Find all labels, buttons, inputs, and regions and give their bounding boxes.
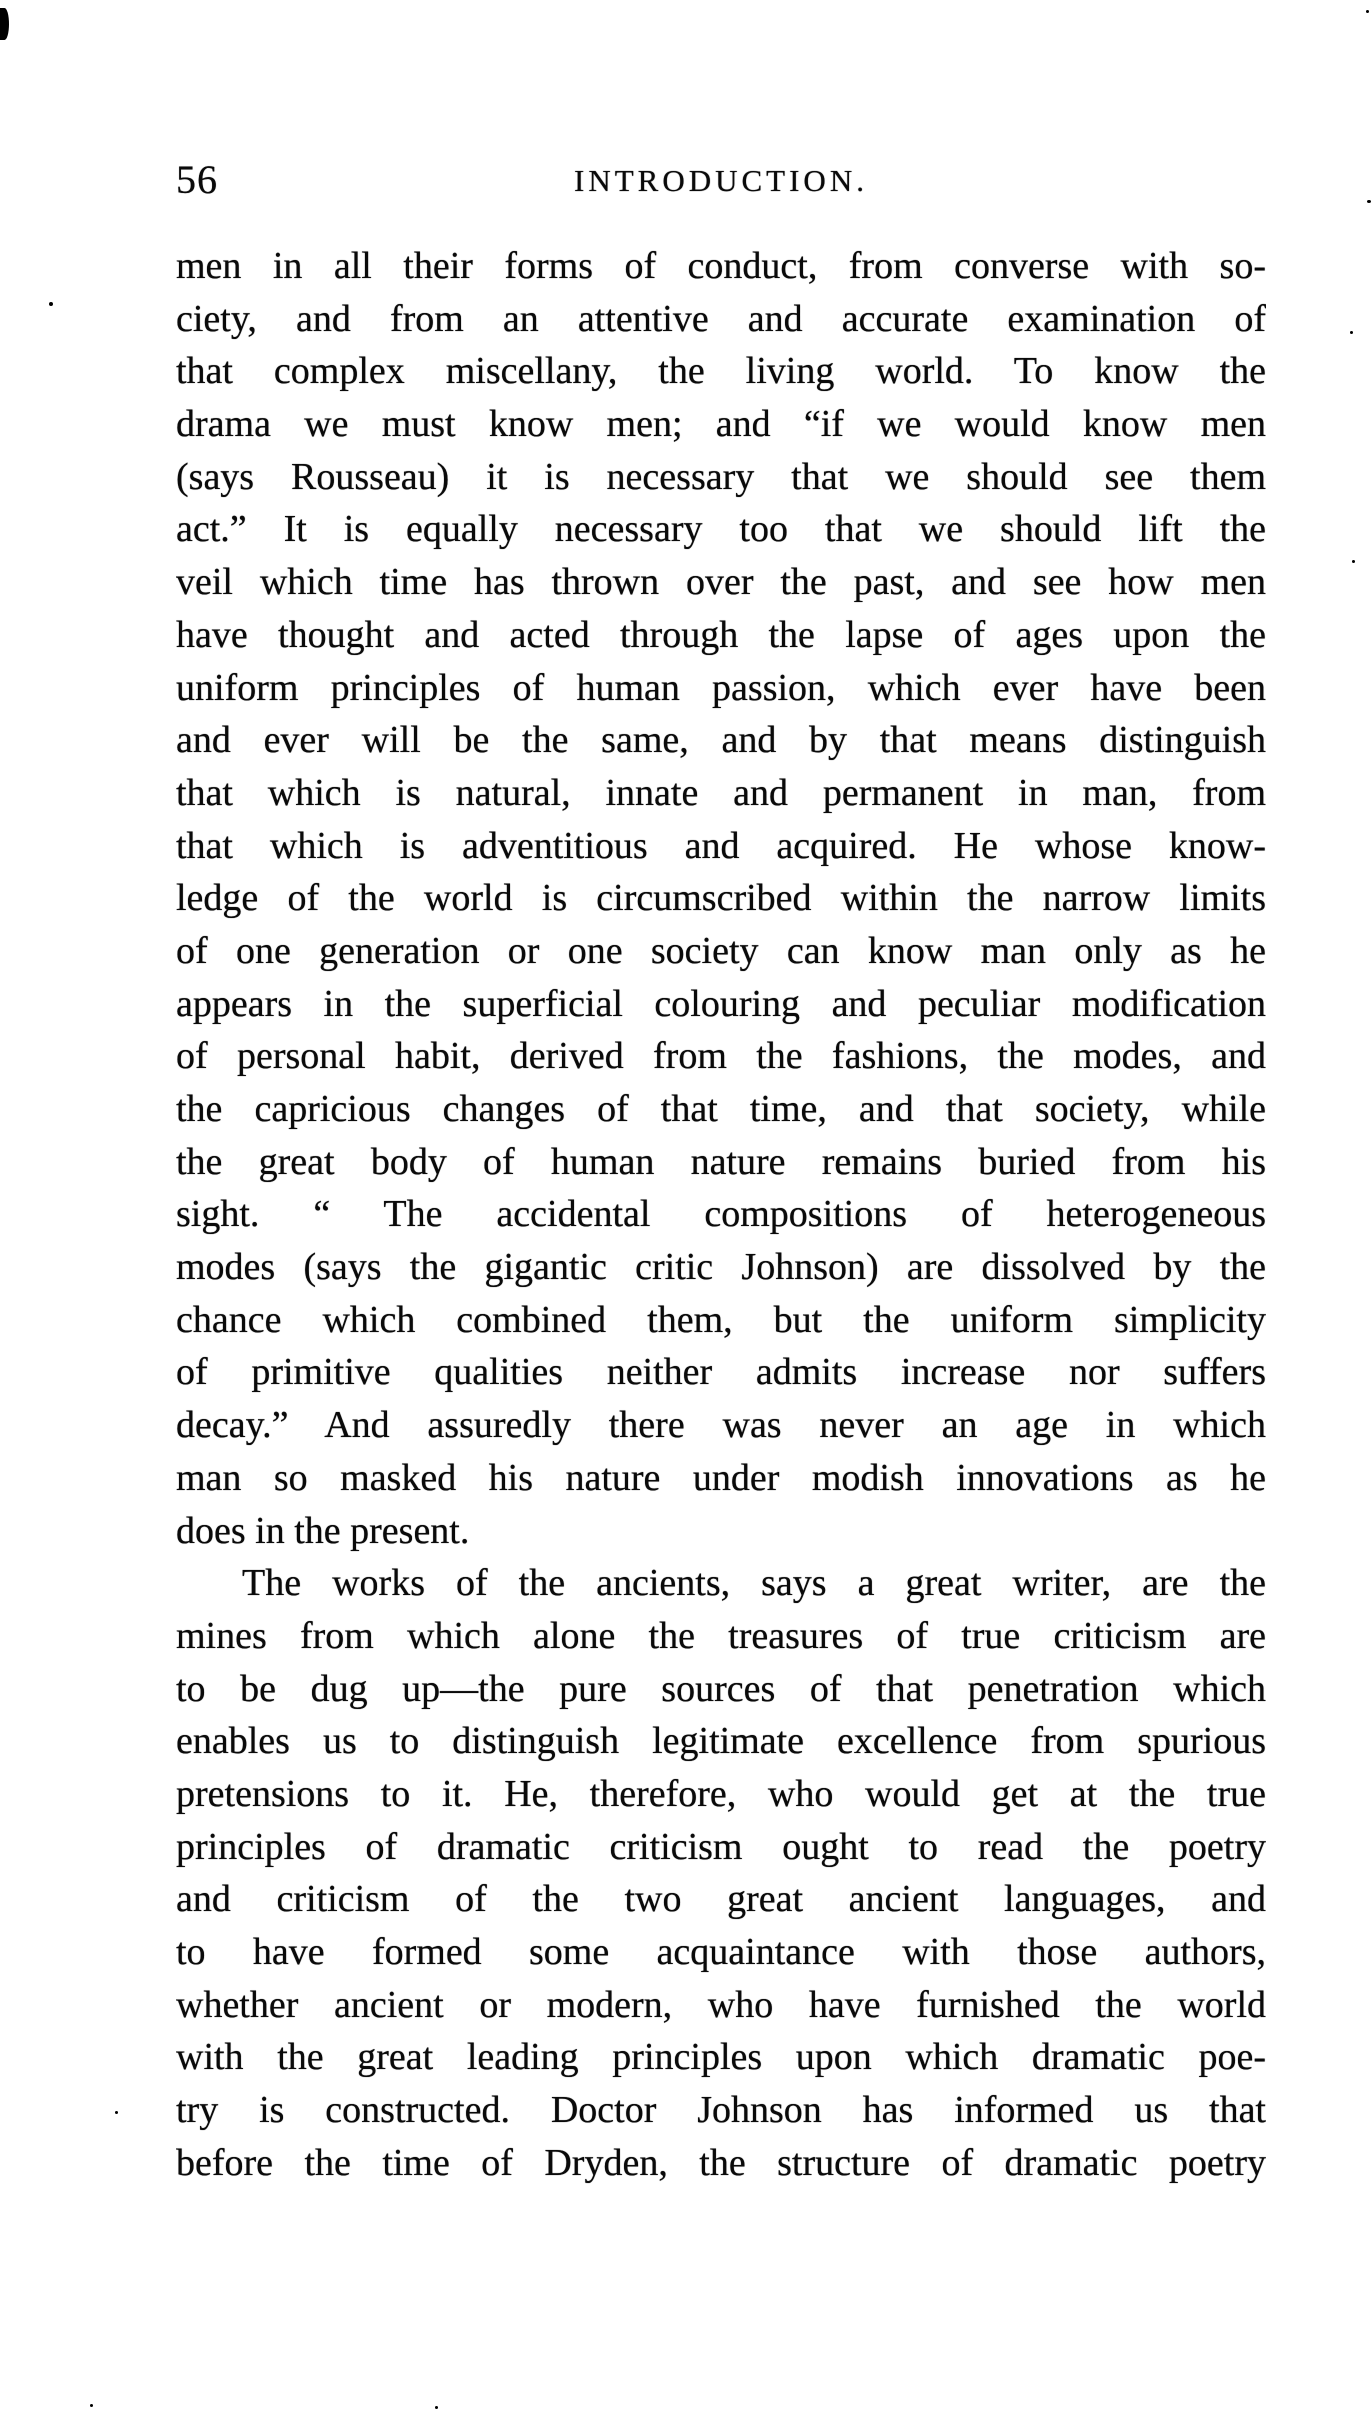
text-line: and ever will be the same, and by that means distinguish [176,719,1266,762]
text-line: to have formed some acquaintance with those authors, [176,1931,1266,1973]
text-line: try is constructed. Doctor Johnson has informed us that [176,2089,1266,2132]
ink-speck [49,302,53,306]
text-line: and criticism of the two great ancient languages, and [176,1878,1266,1921]
text-line: appears in the superficial colouring and peculiar modification [176,982,1266,1025]
ink-speck [1367,200,1371,203]
text-line: the great body of human nature remains buried from his [176,1140,1266,1183]
text-line: to be dug up—the pure sources of that penetration which [176,1667,1266,1710]
text-line: (says Rousseau) it is necessary that we should see them [176,455,1266,498]
text-line: The works of the ancients, says a great writer, are the [242,1562,1266,1605]
text-line: modes (says the gigantic critic Johnson) are dissolved by the [176,1246,1266,1289]
body-text [176,240,1266,2189]
text-line: of primitive qualities neither admits increase nor suffers [176,1351,1266,1394]
text-line: have thought and acted through the lapse of ages upon the [176,613,1266,656]
ink-speck [90,2404,93,2407]
text-line: with the great leading principles upon which dramatic poe- [176,2036,1266,2079]
text-line: decay.” And assuredly there was never an age in which [176,1404,1266,1447]
text-line: man so masked his nature under modish innovations as he [176,1456,1266,1499]
ink-speck [435,2406,438,2409]
ink-speck [1350,331,1353,334]
running-header-title: INTRODUCTION. [574,163,868,198]
text-line: of one generation or one society can know man only as he [176,929,1266,972]
page-number: 56 [176,157,218,202]
text-line: ciety, and from an attentive and accurate examination of [176,297,1266,340]
text-line: does in the present. [176,1509,470,1552]
text-line: sight. “ The accidental compositions of heterogeneous [176,1193,1266,1236]
running-header [176,156,1266,200]
scan-corner-blot [0,8,9,40]
text-line: whether ancient or modern, who have furnished the world [176,1983,1266,2026]
text-line: principles of dramatic criticism ought to read the poetry [176,1825,1266,1868]
paragraph [176,1557,1266,2189]
text-line: uniform principles of human passion, which ever have been [176,666,1266,709]
text-line: enables us to distinguish legitimate excellence from spurious [176,1720,1266,1763]
text-line: pretensions to it. He, therefore, who would get at the true [176,1772,1266,1815]
text-line: that which is natural, innate and permanent in man, from [176,771,1266,814]
text-line: drama we must know men; and “if we would know men [176,403,1266,446]
text-line: mines from which alone the treasures of true criticism are [176,1614,1266,1657]
text-line: of personal habit, derived from the fashions, the modes, and [176,1035,1266,1078]
text-line: veil which time has thrown over the past, and see how men [176,561,1266,604]
text-line: men in all their forms of conduct, from converse with so- [176,245,1266,287]
ink-speck [1366,10,1369,13]
text-line: act.” It is equally necessary too that we should lift the [176,508,1266,551]
text-line: that which is adventitious and acquired. He whose know- [176,824,1266,867]
ink-speck [1352,560,1355,563]
text-line: before the time of Dryden, the structure of dramatic poetry [176,2141,1266,2184]
ink-speck [115,2111,118,2114]
text-line: the capricious changes of that time, and that society, while [176,1088,1266,1130]
text-line: ledge of the world is circumscribed within the narrow limits [176,877,1266,920]
text-line: that complex miscellany, the living world. To know the [176,350,1266,393]
text-line: chance which combined them, but the uniform simplicity [176,1298,1266,1341]
paragraph [176,240,1266,1557]
